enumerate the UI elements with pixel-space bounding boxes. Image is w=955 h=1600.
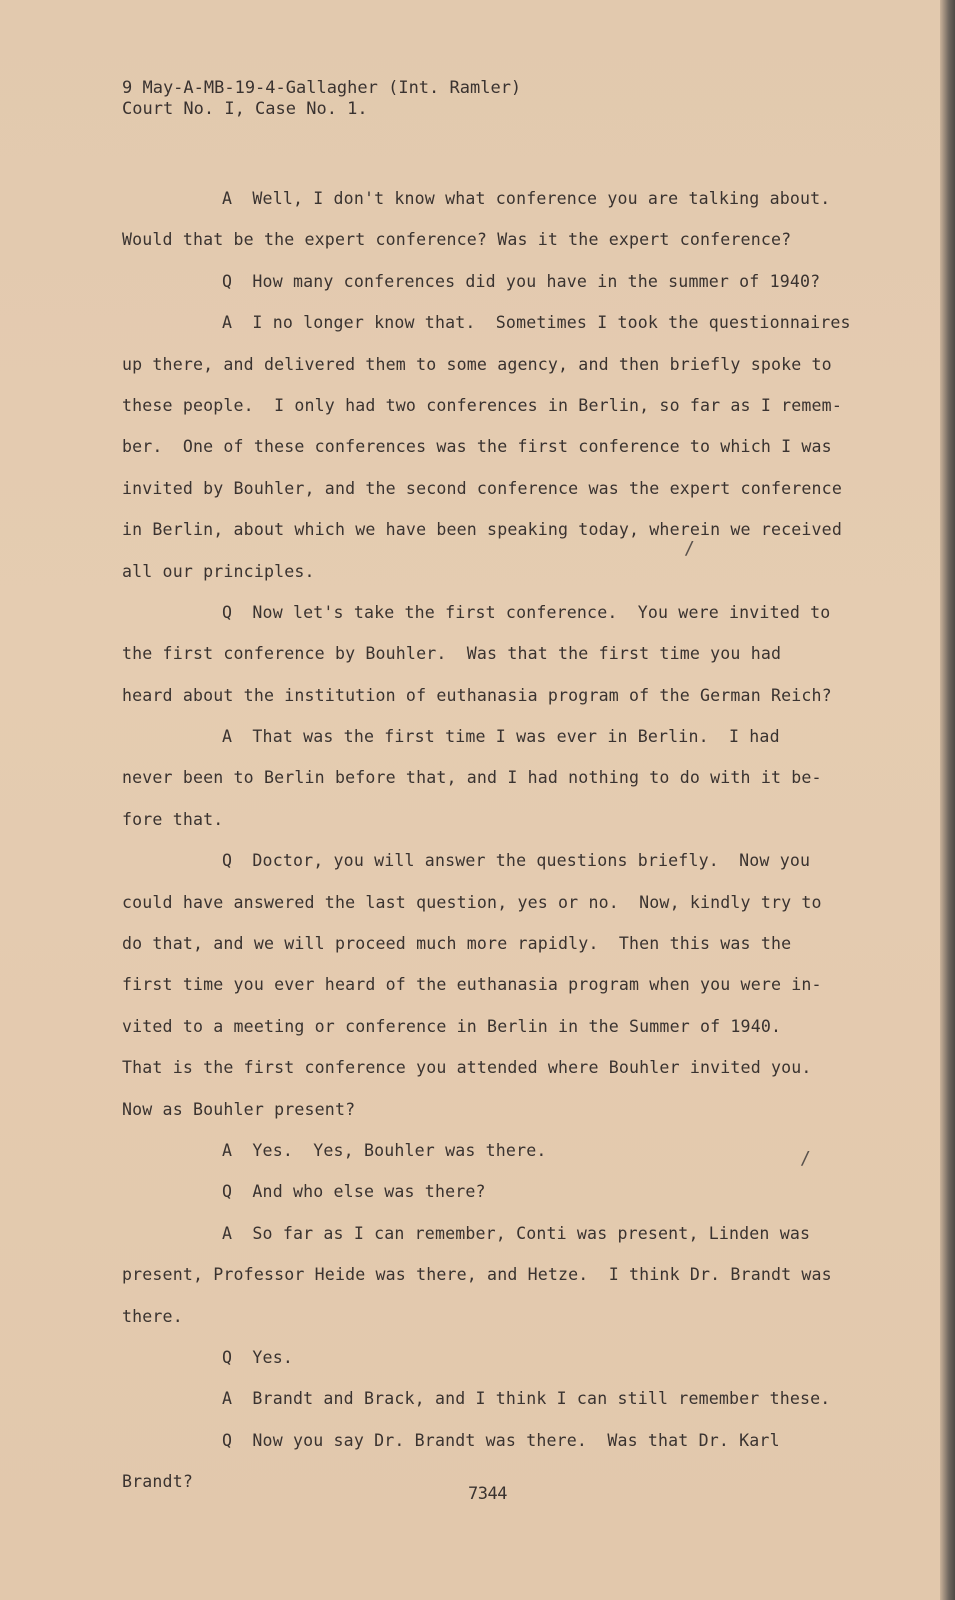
transcript-line: A Brandt and Brack, and I think I can still remember these. <box>222 1389 831 1409</box>
transcript-line: Q How many conferences did you have in the summer of 1940? <box>222 271 821 291</box>
transcript-line: Q Yes. <box>222 1347 293 1367</box>
transcript-line: Would that be the expert conference? Was it the expert conference? <box>122 230 792 250</box>
transcript-line: A Well, I don't know what conference you are talking about. <box>222 189 831 208</box>
transcript-line: in Berlin, about which we have been speaking today, wherein we received <box>122 520 842 540</box>
transcript-line: heard about the institution of euthanasia program of the German Reich? <box>122 685 832 705</box>
transcript-line: present, Professor Heide was there, and Hetze. I think Dr. Brandt was <box>122 1265 832 1285</box>
transcript-line: could have answered the last question, yes or no. Now, kindly try to <box>122 892 822 912</box>
transcript-line: all our principles. <box>122 561 315 581</box>
transcript-line: A I no longer know that. Sometimes I took the questionnaires <box>222 313 851 333</box>
transcript-line: fore that. <box>122 809 224 829</box>
pencil-tick-mark: / <box>684 538 695 559</box>
transcript-line: Now as Bouhler present? <box>122 1099 356 1119</box>
transcript-line: these people. I only had two conferences in Berlin, so far as I remem- <box>122 395 842 415</box>
header-line-1: 9 May-A-MB-19-4-Gallagher (Int. Ramler) <box>122 78 522 98</box>
transcript-line: do that, and we will proceed much more rapidly. Then this was the <box>122 934 792 954</box>
scan-edge <box>940 0 955 1600</box>
transcript-line: the first conference by Bouhler. Was that the first time you had <box>122 644 782 664</box>
transcript-line: Q Now let's take the first conference. You were invited to <box>222 602 831 622</box>
page-number: 7344 <box>468 1484 507 1504</box>
document-header <box>122 78 521 120</box>
transcript-line: Q Now you say Dr. Brandt was there. Was that Dr. Karl <box>222 1430 780 1450</box>
header-line-2: Court No. I, Case No. 1. <box>122 99 368 119</box>
transcript-line: That is the first conference you attended where Bouhler invited you. <box>122 1058 812 1078</box>
transcript-line: Q And who else was there? <box>222 1182 486 1202</box>
transcript-line: there. <box>122 1306 183 1326</box>
transcript-line: A That was the first time I was ever in Berlin. I had <box>222 727 780 747</box>
transcript-line: ber. One of these conferences was the first conference to which I was <box>122 437 832 457</box>
transcript-line: vited to a meeting or conference in Berlin in the Summer of 1940. <box>122 1016 782 1036</box>
transcript-line: up there, and delivered them to some agency, and then briefly spoke to <box>122 354 832 374</box>
transcript-line: Brandt? <box>122 1472 193 1492</box>
transcript-line: A So far as I can remember, Conti was present, Linden was <box>222 1223 811 1243</box>
transcript-line: A Yes. Yes, Bouhler was there. <box>222 1140 547 1160</box>
transcript-line: first time you ever heard of the euthanasia program when you were in- <box>122 975 822 995</box>
transcript-line: never been to Berlin before that, and I had nothing to do with it be- <box>122 768 822 788</box>
transcript-line: invited by Bouhler, and the second conference was the expert conference <box>122 478 842 498</box>
transcript-line: Q Doctor, you will answer the questions briefly. Now you <box>222 851 811 871</box>
pencil-tick-mark: / <box>800 1148 811 1169</box>
transcript-body <box>122 178 862 1503</box>
